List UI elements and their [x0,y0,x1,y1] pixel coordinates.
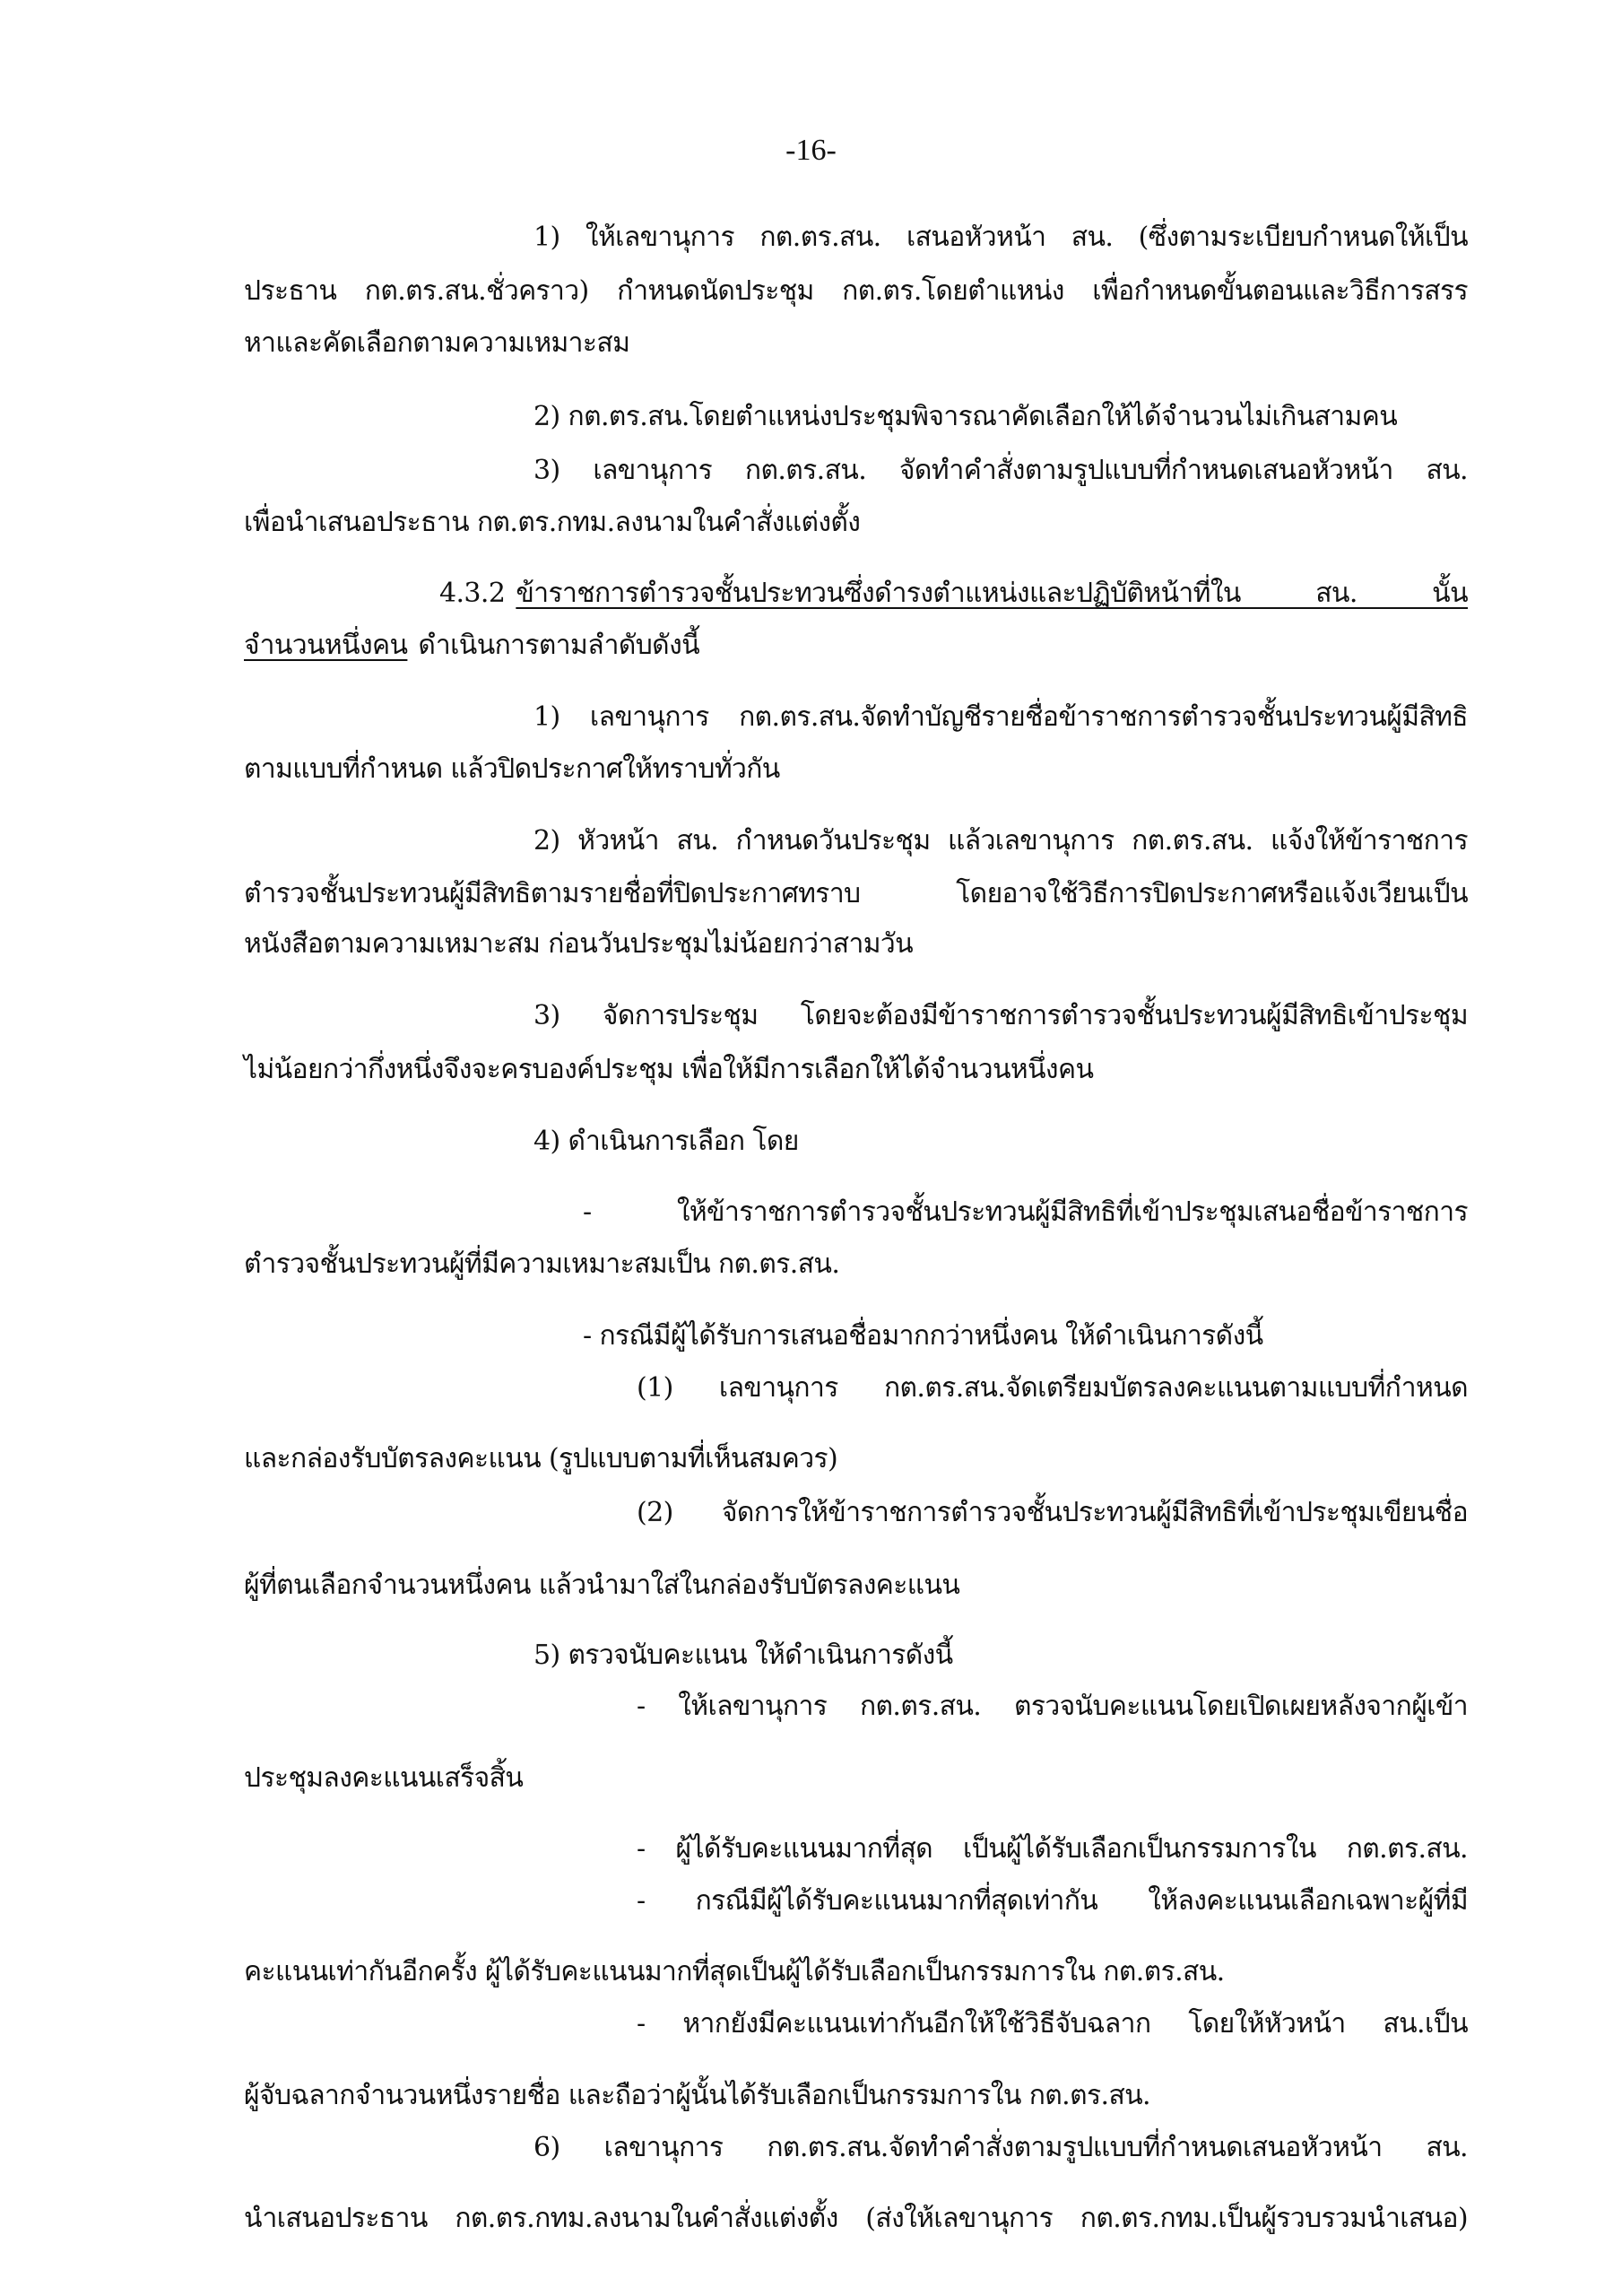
paragraph-line: ตามแบบที่กำหนด แล้วปิดประกาศให้ทราบทั่วกัน [244,753,780,785]
paragraph-line: ตำรวจชั้นประทวนผู้ที่มีความเหมาะสมเป็น กต.ตร.สน. [244,1248,840,1280]
paragraph-line: ไม่น้อยกว่ากึ่งหนึ่งจึงจะครบองค์ประชุม เพื่อให้มีการเลือกให้ได้จำนวนหนึ่งคน [244,1054,1094,1085]
paragraph-line: 1) ให้เลขานุการ กต.ตร.สน. เสนอหัวหน้า สน. (ซึ่งตามระเบียบกำหนดให้เป็น [533,222,1468,253]
paragraph-line: - ผู้ได้รับคะแนนมากที่สุด เป็นผู้ได้รับเลือกเป็นกรรมการใน กต.ตร.สน. [637,1833,1468,1865]
paragraph-line: - ให้ข้าราชการตำรวจชั้นประทวนผู้มีสิทธิที่เข้าประชุมเสนอชื่อข้าราชการ [583,1196,1468,1228]
page-number: -16- [785,134,837,167]
section-number: 4.3.2 [439,578,506,609]
paragraph-line: 2) หัวหน้า สน. กำหนดวันประชุม แล้วเลขานุการ กต.ตร.สน. แจ้งให้ข้าราชการ [533,825,1468,857]
section-title-underlined: จำนวนหนึ่งคน [244,630,408,661]
paragraph-line: (1) เลขานุการ กต.ตร.สน.จัดเตรียมบัตรลงคะแนนตามแบบที่กำหนด [637,1372,1468,1404]
section-heading-line [244,626,1468,665]
paragraph-line: - กรณีมีผู้ได้รับคะแนนมากที่สุดเท่ากัน ให้ลงคะแนนเลือกเฉพาะผู้ที่มี [637,1885,1468,1917]
paragraph-line: - หากยังมีคะแนนเท่ากันอีกให้ใช้วิธีจับฉลาก โดยให้หัวหน้า สน.เป็น [637,2008,1468,2039]
paragraph-line: 6) เลขานุการ กต.ตร.สน.จัดทำคำสั่งตามรูปแบบที่กำหนดเสนอหัวหน้า สน. [533,2132,1468,2163]
paragraph-line: 3) จัดการประชุม โดยจะต้องมีข้าราชการตำรวจชั้นประทวนผู้มีสิทธิเข้าประชุม [533,1000,1468,1031]
paragraph-line: 2) กต.ตร.สน.โดยตำแหน่งประชุมพิจารณาคัดเลือกให้ได้จำนวนไม่เกินสามคน [533,401,1398,432]
paragraph-line: ประธาน กต.ตร.สน.ชั่วคราว) กำหนดนัดประชุม กต.ตร.โดยตำแหน่ง เพื่อกำหนดขั้นตอนและวิธีการสรร [244,275,1468,307]
section-title-rest: ดำเนินการตามลำดับดังนี้ [418,630,700,661]
section-title-underlined: ข้าราชการตำรวจชั้นประทวนซึ่งดำรงตำแหน่งและปฏิบัติหน้าที่ใน สน. นั้น [516,578,1468,609]
paragraph-line: ตำรวจชั้นประทวนผู้มีสิทธิตามรายชื่อที่ปิดประกาศทราบ โดยอาจใช้วิธีการปิดประกาศหรือแจ้งเวียนเป็น [244,878,1468,909]
paragraph-line: 5) ตรวจนับคะแนน ให้ดำเนินการดังนี้ [533,1639,953,1671]
paragraph-line: และกล่องรับบัตรลงคะแนน (รูปแบบตามที่เห็นสมควร) [244,1443,838,1474]
paragraph-line: (2) จัดการให้ข้าราชการตำรวจชั้นประทวนผู้มีสิทธิที่เข้าประชุมเขียนชื่อ [637,1497,1468,1528]
paragraph-line: ประชุมลงคะแนนเสร็จสิ้น [244,1762,524,1794]
section-heading-line [439,574,1468,613]
paragraph-line: 1) เลขานุการ กต.ตร.สน.จัดทำบัญชีรายชื่อข้าราชการตำรวจชั้นประทวนผู้มีสิทธิ [533,701,1468,733]
paragraph-line: นำเสนอประธาน กต.ตร.กทม.ลงนามในคำสั่งแต่งตั้ง (ส่งให้เลขานุการ กต.ตร.กทม.เป็นผู้รวบรวมนำเสนอ) [244,2203,1468,2234]
paragraph-line: 4) ดำเนินการเลือก โดย [533,1126,799,1157]
paragraph-line: 3) เลขานุการ กต.ตร.สน. จัดทำคำสั่งตามรูปแบบที่กำหนดเสนอหัวหน้า สน. [533,455,1468,486]
paragraph-line: - กรณีมีผู้ได้รับการเสนอชื่อมากกว่าหนึ่งคน ให้ดำเนินการดังนี้ [583,1320,1263,1352]
paragraph-line: หาและคัดเลือกตามความเหมาะสม [244,327,630,359]
paragraph-line: - ให้เลขานุการ กต.ตร.สน. ตรวจนับคะแนนโดยเปิดเผยหลังจากผู้เข้า [637,1691,1468,1722]
paragraph-line: หนังสือตามความเหมาะสม ก่อนวันประชุมไม่น้อยกว่าสามวัน [244,928,914,960]
paragraph-line: คะแนนเท่ากันอีกครั้ง ผู้ได้รับคะแนนมากที่สุดเป็นผู้ได้รับเลือกเป็นกรรมการใน กต.ตร.สน. [244,1956,1225,1987]
paragraph-line: ผู้จับฉลากจำนวนหนึ่งรายชื่อ และถือว่าผู้นั้นได้รับเลือกเป็นกรรมการใน กต.ตร.สน. [244,2080,1150,2111]
paragraph-line: ผู้ที่ตนเลือกจำนวนหนึ่งคน แล้วนำมาใส่ในกล่องรับบัตรลงคะแนน [244,1570,960,1601]
paragraph-line: เพื่อนำเสนอประธาน กต.ตร.กทม.ลงนามในคำสั่งแต่งตั้ง [244,507,861,538]
